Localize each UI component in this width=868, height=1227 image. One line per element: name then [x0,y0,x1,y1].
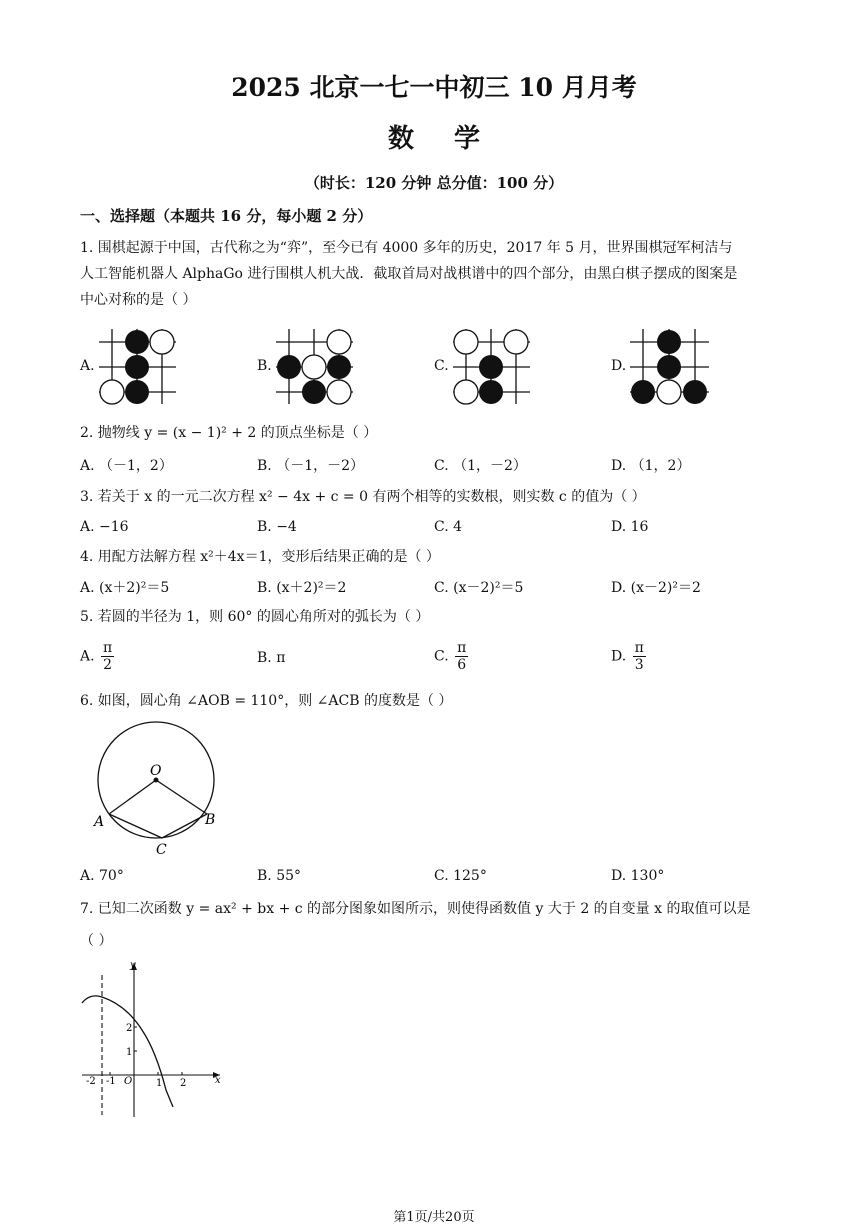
go-board-a [96,326,178,406]
q5-option-b: B. π [257,650,286,666]
q6-option-a: A. 70° [80,868,124,884]
q5-a-den: 2 [103,657,113,673]
question-1 [80,235,800,313]
q2-option-c: C. （1，－2） [434,458,527,474]
label-o: O [150,763,162,779]
q3-option-d: D. 16 [611,519,649,535]
q1-option-c-label: C. [434,358,449,374]
subject-title: 数学 [387,124,520,154]
q1-line3: 中心对称的是（ ） [80,292,197,308]
page-footer: 第1页/共20页 [393,1210,475,1225]
label-c: C [156,842,167,858]
q5-option-c [434,640,468,673]
q5-c-num: π [457,640,467,656]
q4-option-d: D. (x－2)²＝2 [611,580,701,596]
q5-a-fraction [101,640,114,673]
label-b: B [205,812,216,828]
exam-meta: （时长：120 分钟 总分值：100 分） [304,174,564,192]
tick-xm1: -1 [106,1076,116,1087]
q7-line1: 7. 已知二次函数 y = ax² + bx + c 的部分图象如图所示，则使得函数值 y 大于 2 的自变量 x 的取值可以是 [80,901,751,917]
q5-c-den: 6 [457,657,467,673]
q5-d-label: D. [611,648,627,665]
go-board-b [273,326,355,406]
page-title: 2025 北京一七一中初三 10 月月考 [231,73,637,102]
q4-option-b: B. (x＋2)²＝2 [257,580,347,596]
q3-option-a: A. −16 [80,519,129,535]
question-3: 3. 若关于 x 的一元二次方程 x² − 4x + c = 0 有两个相等的实数根，则实数 c 的值为（ ） [80,489,646,505]
q5-option-d [611,640,646,673]
tick-xm2: -2 [86,1076,96,1087]
question-2: 2. 抛物线 y = (x − 1)² + 2 的顶点坐标是（ ） [80,425,378,441]
tick-y2: 2 [126,1023,133,1034]
q2-option-b: B. （－1，－2） [257,458,365,474]
section-heading: 一、选择题（本题共 16 分，每小题 2 分） [80,207,373,225]
q1-line2: 人工智能机器人 AlphaGo 进行围棋人机大战．截取首局对战棋谱中的四个部分，由黑白棋子摆成的图案是 [80,266,738,282]
tick-y1: 1 [126,1047,133,1058]
q5-c-label: C. [434,648,449,665]
q5-d-num: π [634,640,644,656]
q2-option-d: D. （1，2） [611,458,691,474]
q6-option-d: D. 130° [611,868,665,884]
q4-option-a: A. (x＋2)²＝5 [80,580,170,596]
q5-a-label: A. [80,648,95,665]
q3-option-c: C. 4 [434,519,463,535]
q7-line2: （ ） [80,933,113,949]
question-4: 4. 用配方法解方程 x²＋4x＝1，变形后结果正确的是（ ） [80,549,440,565]
q3-option-b: B. −4 [257,519,297,535]
label-a: A [94,814,105,830]
parabola-graph [80,955,230,1120]
q5-c-fraction [455,640,468,673]
origin-label: O [124,1076,133,1087]
go-board-c [450,326,532,406]
q1-option-a-label: A. [80,358,95,374]
question-6: 6. 如图，圆心角 ∠AOB = 110°，则 ∠ACB 的度数是（ ） [80,693,453,709]
question-7 [80,896,800,954]
q6-option-b: B. 55° [257,868,302,884]
q5-option-a [80,640,114,673]
q1-option-d-label: D. [611,358,627,374]
tick-x2: 2 [180,1078,187,1089]
tick-x1: 1 [156,1078,163,1089]
q2-option-a: A. （－1，2） [80,458,173,474]
axis-y-label: y [130,960,136,971]
q5-d-fraction [633,640,646,673]
q1-option-b-label: B. [257,358,272,374]
q5-a-num: π [103,640,113,656]
go-board-d [627,326,713,406]
q4-option-c: C. (x－2)²＝5 [434,580,524,596]
circle-figure [86,718,226,863]
q6-option-c: C. 125° [434,868,487,884]
q5-d-den: 3 [634,657,644,673]
question-5: 5. 若圆的半径为 1，则 60° 的圆心角所对的弧长为（ ） [80,609,430,625]
axis-x-label: x [215,1075,221,1086]
q1-line1: 1. 围棋起源于中国，古代称之为“弈”，至今已有 4000 多年的历史，2017 年 5 月，世界围棋冠军柯洁与 [80,240,733,256]
